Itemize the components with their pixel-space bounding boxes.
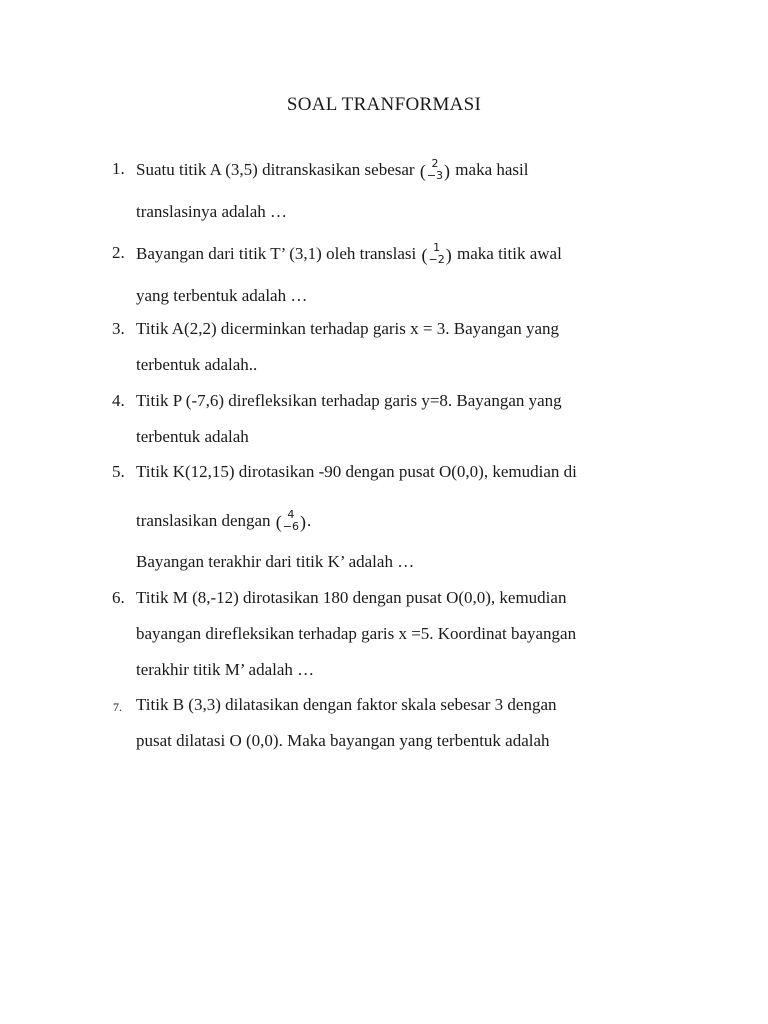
item-number-6: 6. [112, 588, 125, 607]
item-7-line-1: Titik B (3,3) dilatasikan dengan faktor skala sebesar 3 dengan [136, 695, 557, 714]
item-3-line-2: terbentuk adalah.. [136, 355, 258, 374]
item-number-3: 3. [112, 319, 125, 338]
item-number-1: 1. [112, 159, 125, 178]
item-number-7: 7. [113, 700, 122, 714]
item-number-2: 2. [112, 243, 125, 262]
vector-bottom: −6 [282, 520, 300, 533]
item-2-column-vector: ( 1 −2 ) [421, 241, 452, 266]
item-6-line-3: terakhir titik M’ adalah … [136, 660, 315, 679]
item-5-text-before: translasikan dengan [136, 510, 275, 530]
item-1-line-2: translasinya adalah … [136, 202, 288, 221]
vector-bottom: −3 [426, 169, 444, 182]
vector-top: 1 [433, 241, 441, 254]
item-5-line-3: Bayangan terakhir dari titik K’ adalah … [136, 552, 415, 571]
vector-bottom: −2 [428, 253, 445, 266]
item-number-4: 4. [112, 391, 125, 410]
item-6-line-1: Titik M (8,-12) dirotasikan 180 dengan pusat O(0,0), kemudian [136, 588, 567, 607]
item-4-line-1: Titik P (-7,6) direfleksikan terhadap garis y=8. Bayangan yang [136, 391, 562, 410]
item-5-column-vector: ( 4 −6 ) [275, 508, 307, 533]
item-3-line-1: Titik A(2,2) dicerminkan terhadap garis x = 3. Bayangan yang [136, 319, 560, 338]
item-7-line-2: pusat dilatasi O (0,0). Maka bayangan yang terbentuk adalah [136, 731, 550, 750]
document-title: SOAL TRANFORMASI [286, 94, 482, 115]
item-1-text-before: Suatu titik A (3,5) ditranskasikan sebesar [136, 159, 419, 179]
item-2-text-before: Bayangan dari titik T’ (3,1) oleh translasi [136, 243, 421, 263]
item-5-text-after: . [307, 510, 312, 530]
item-1-column-vector: ( 2 −3 ) [419, 157, 451, 182]
item-6-line-2: bayangan direfleksikan terhadap garis x =5. Koordinat bayangan [136, 624, 577, 643]
item-5-line-2 [136, 510, 311, 534]
vector-top: 4 [287, 508, 295, 521]
item-2-text-after: maka titik awal [452, 243, 562, 263]
item-number-5: 5. [112, 462, 125, 481]
item-1-line-1 [136, 159, 528, 183]
item-5-line-1: Titik K(12,15) dirotasikan -90 dengan pusat O(0,0), kemudian di [136, 462, 577, 481]
item-2-line-2: yang terbentuk adalah … [136, 286, 308, 305]
item-2-line-1 [136, 243, 562, 267]
item-4-line-2: terbentuk adalah [136, 427, 249, 446]
vector-top: 2 [431, 157, 439, 170]
item-1-text-after: maka hasil [451, 159, 529, 179]
